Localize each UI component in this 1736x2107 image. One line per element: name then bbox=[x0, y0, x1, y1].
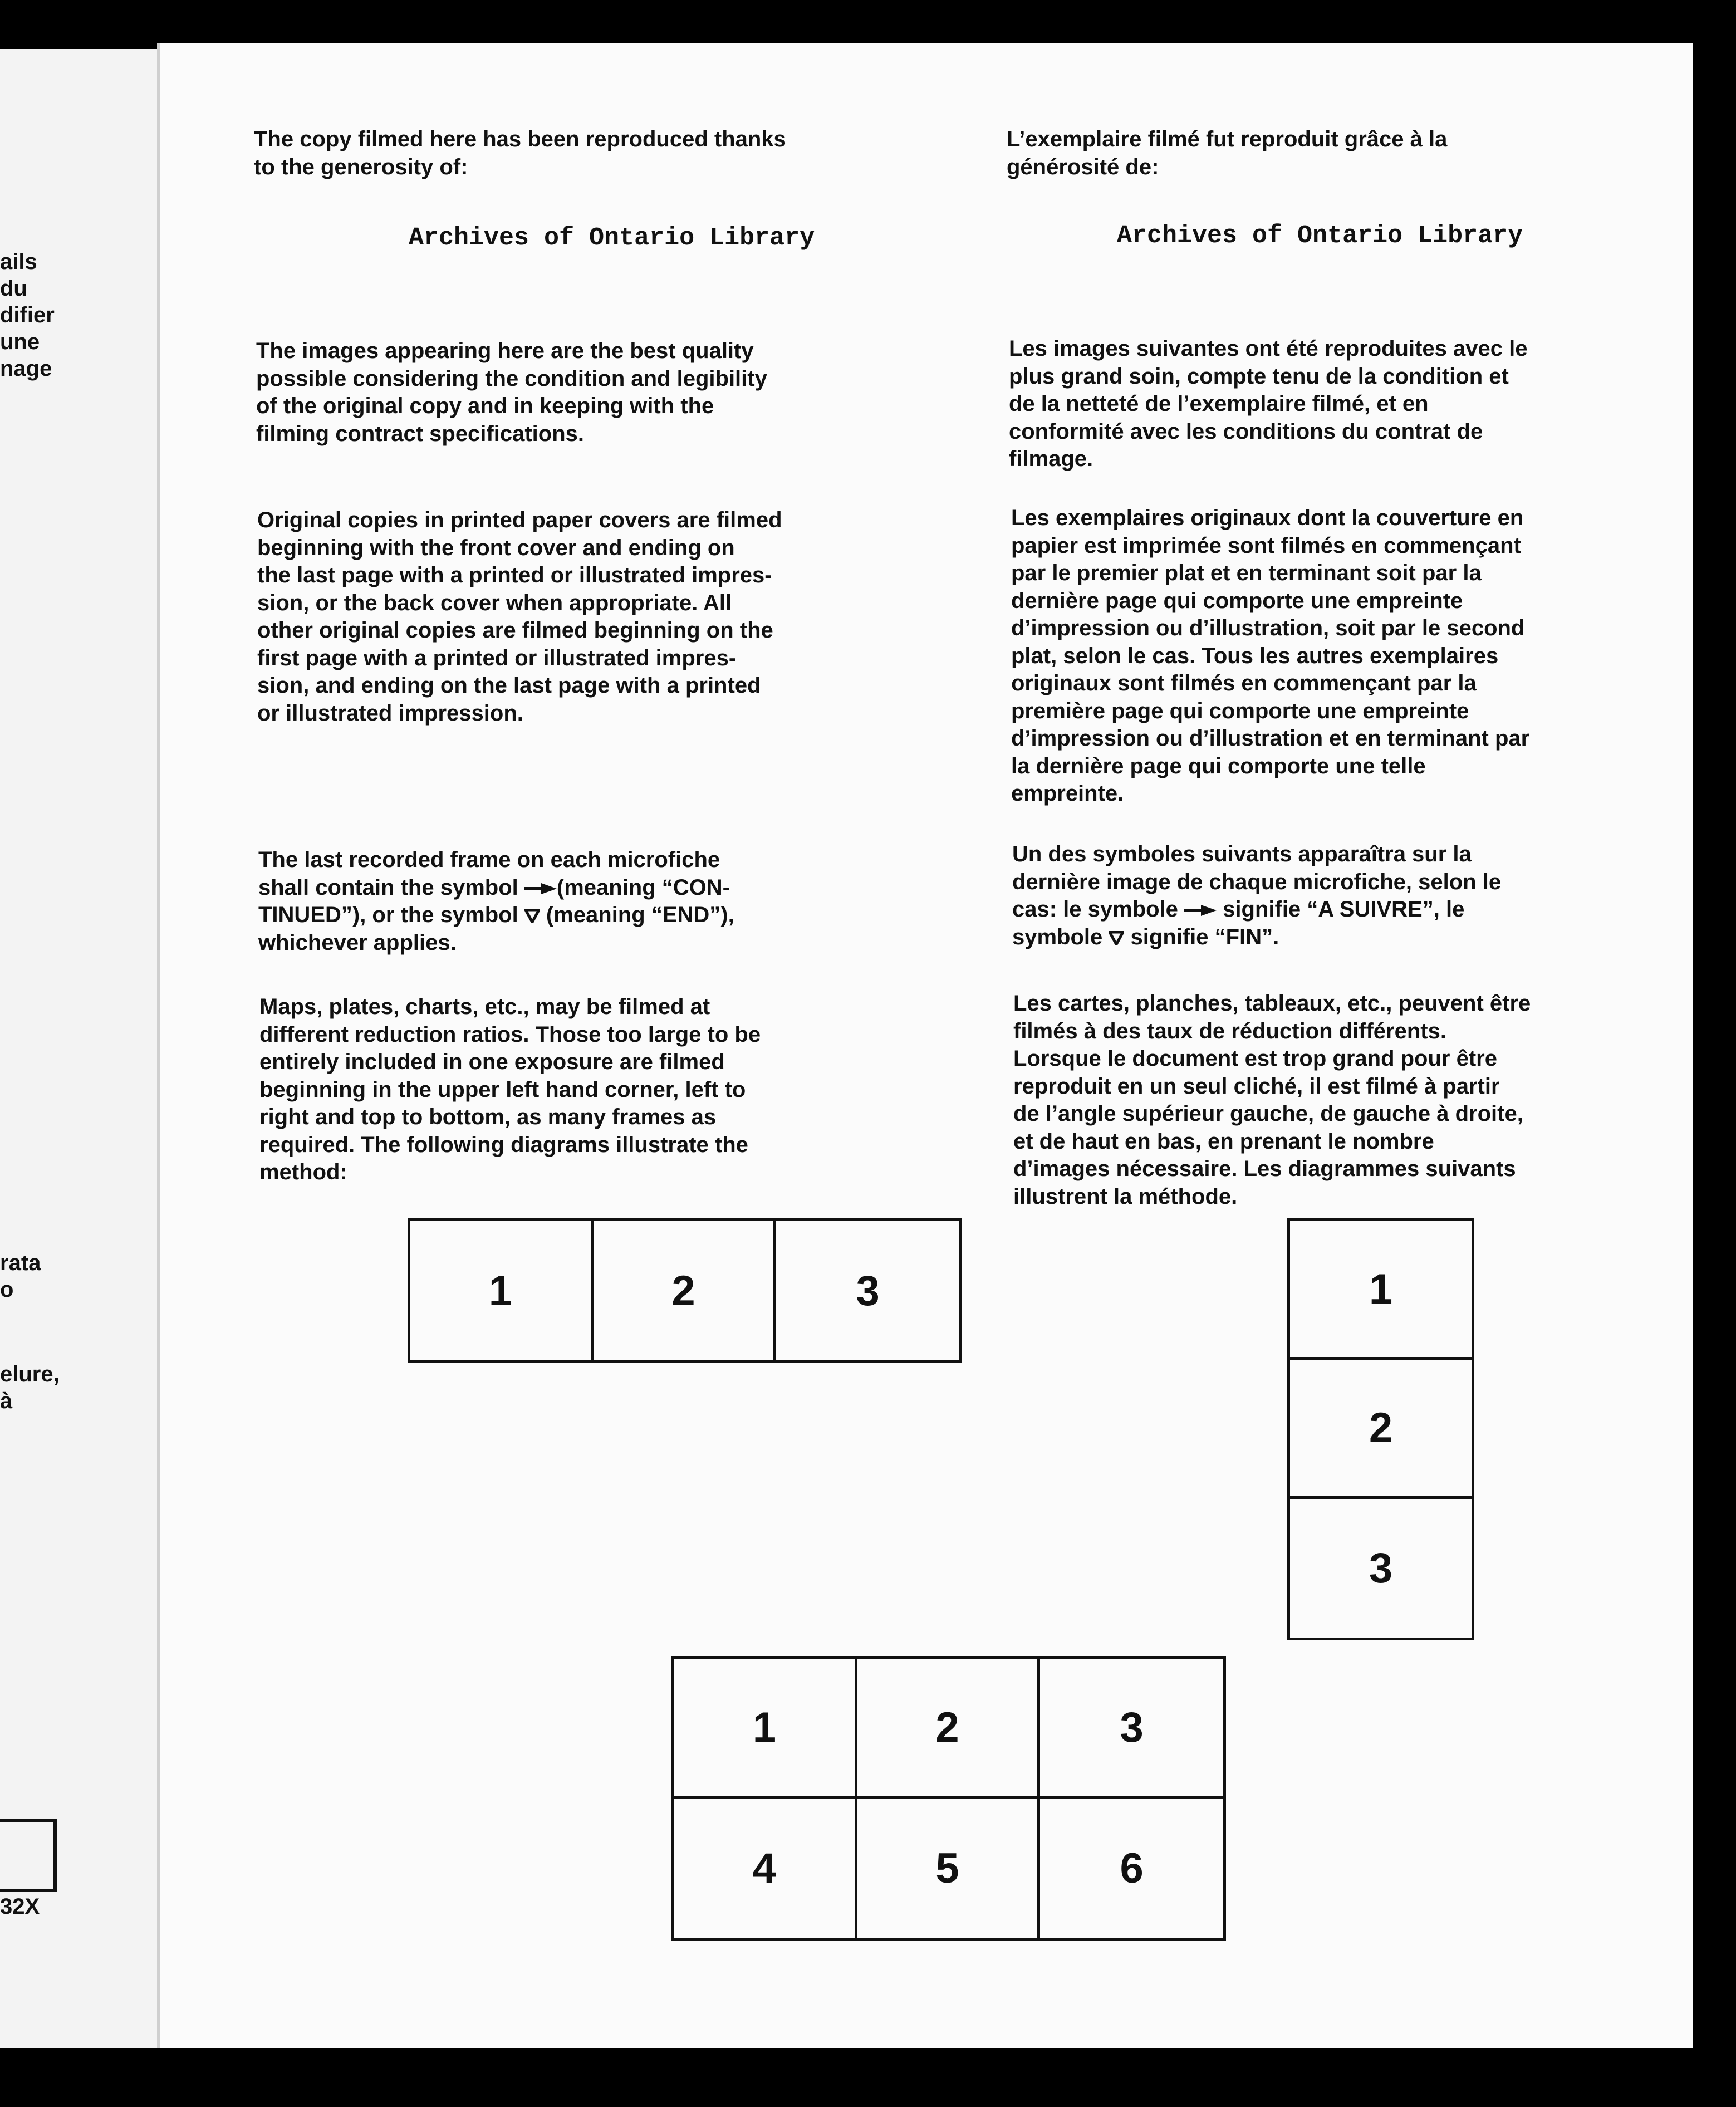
french-intro: L’exemplaire filmé fut reproduit grâce à la générosité de: bbox=[1007, 127, 1448, 179]
english-symbols-paragraph: The last recorded frame on each microfiche shall contain the symbol (meaning “CON- TINUED”), or the symbol (meaning “END”), whichever applies. bbox=[258, 847, 734, 955]
vertical-frames-diagram bbox=[1287, 1218, 1474, 1640]
page-fragment: rata bbox=[0, 1251, 41, 1275]
french-maps-paragraph: Les cartes, planches, tableaux, etc., peuvent être filmés à des taux de réduction différents. Lorsque le document est trop grand pour être reproduit en un seul cliché, il est filmé à partir de l’angle supérieur gauche, de gauche à droite, et de haut en bas, en prenant le nombre d’images nécessaire. Les diagrammes suivants illustrent la méthode. bbox=[1013, 991, 1531, 1209]
french-library-name: Archives of Ontario Library bbox=[1117, 222, 1523, 250]
english-library-name: Archives of Ontario Library bbox=[409, 224, 815, 252]
english-maps-paragraph: Maps, plates, charts, etc., may be filmed at different reduction ratios. Those too large to be entirely included in one exposure are filmed beginning in the upper left hand corner, left to right and top to bottom, as many frames as required. The following diagrams illustrate the method: bbox=[259, 994, 761, 1184]
previous-page-strip bbox=[0, 49, 170, 2048]
frame-cell: 5 bbox=[857, 1799, 1041, 1938]
frame-cell: 4 bbox=[674, 1799, 857, 1938]
end-triangle-icon bbox=[1109, 931, 1124, 945]
frame-cell: 6 bbox=[1120, 1845, 1144, 1892]
page-fragment: difier bbox=[0, 303, 55, 327]
horizontal-frames-diagram bbox=[408, 1218, 962, 1363]
end-triangle-icon bbox=[524, 909, 540, 923]
frame-cell: 1 bbox=[410, 1221, 594, 1360]
frame-cell: 2 bbox=[594, 1221, 777, 1360]
frame-cell: 2 bbox=[857, 1659, 1041, 1799]
page-fragment: 32X bbox=[0, 1894, 40, 1919]
french-column bbox=[1007, 126, 1675, 181]
frame-cell: 1 bbox=[674, 1659, 857, 1799]
page-fragment: ails bbox=[0, 249, 37, 274]
english-quality-paragraph: The images appearing here are the best quality possible considering the condition and legibility of the original copy and in keeping with the filming contract specifications. bbox=[256, 339, 767, 446]
frame-cell: 2 bbox=[1290, 1360, 1472, 1498]
english-intro: The copy filmed here has been reproduced thanks to the generosity of: bbox=[254, 127, 786, 179]
frame-cell: 3 bbox=[1369, 1544, 1393, 1592]
frame-cell: 3 bbox=[856, 1267, 880, 1315]
grid-frames-diagram bbox=[671, 1656, 1226, 1941]
continued-arrow-icon bbox=[1184, 905, 1217, 916]
french-quality-paragraph: Les images suivantes ont été reproduites avec le plus grand soin, compte tenu de la condition et de la netteté de l’exemplaire filmé, et en conformité avec les conditions du contrat de filmage. bbox=[1009, 336, 1528, 471]
frame-cell: 1 bbox=[1290, 1221, 1472, 1360]
page-fragment: o bbox=[0, 1277, 14, 1302]
french-filming-order-paragraph: Les exemplaires originaux dont la couverture en papier est imprimée sont filmés en commençant par le premier plat et en terminant soit par la dernière page qui comporte une empreinte d’impression ou d’illustration, soit par le second plat, selon le cas. Tous les autres exemplaires originaux sont filmés en commençant par la première page qui comporte une empreinte d’impression ou d’illustration et en terminant par la dernière page qui comporte une telle empreinte. bbox=[1011, 506, 1530, 806]
page-fragment: une bbox=[0, 330, 40, 354]
page-fragment: nage bbox=[0, 356, 52, 381]
english-filming-order-paragraph: Original copies in printed paper covers are filmed beginning with the front cover and ending on the last page with a printed or illustrated impres- sion, or the back cover when appropriate. All other original copies are filmed beginning on the first page with a printed or illustrated impres- sion, and ending on the last page with a printed or illustrated impression. bbox=[257, 508, 782, 726]
page-fragment: à bbox=[0, 1389, 13, 1413]
french-symbols-paragraph: Un des symboles suivants apparaîtra sur la dernière image de chaque microfiche, selon le cas: le symbole signifie “A SUIVRE”, le symbole signifie “FIN”. bbox=[1012, 842, 1502, 949]
main-page bbox=[157, 43, 1693, 2048]
page-fragment: du bbox=[0, 276, 27, 301]
frame-cell: 3 bbox=[1040, 1659, 1223, 1799]
resolution-target-box bbox=[0, 1819, 57, 1892]
continued-arrow-icon bbox=[524, 883, 557, 894]
english-column bbox=[254, 126, 877, 181]
page-fragment: elure, bbox=[0, 1362, 60, 1386]
